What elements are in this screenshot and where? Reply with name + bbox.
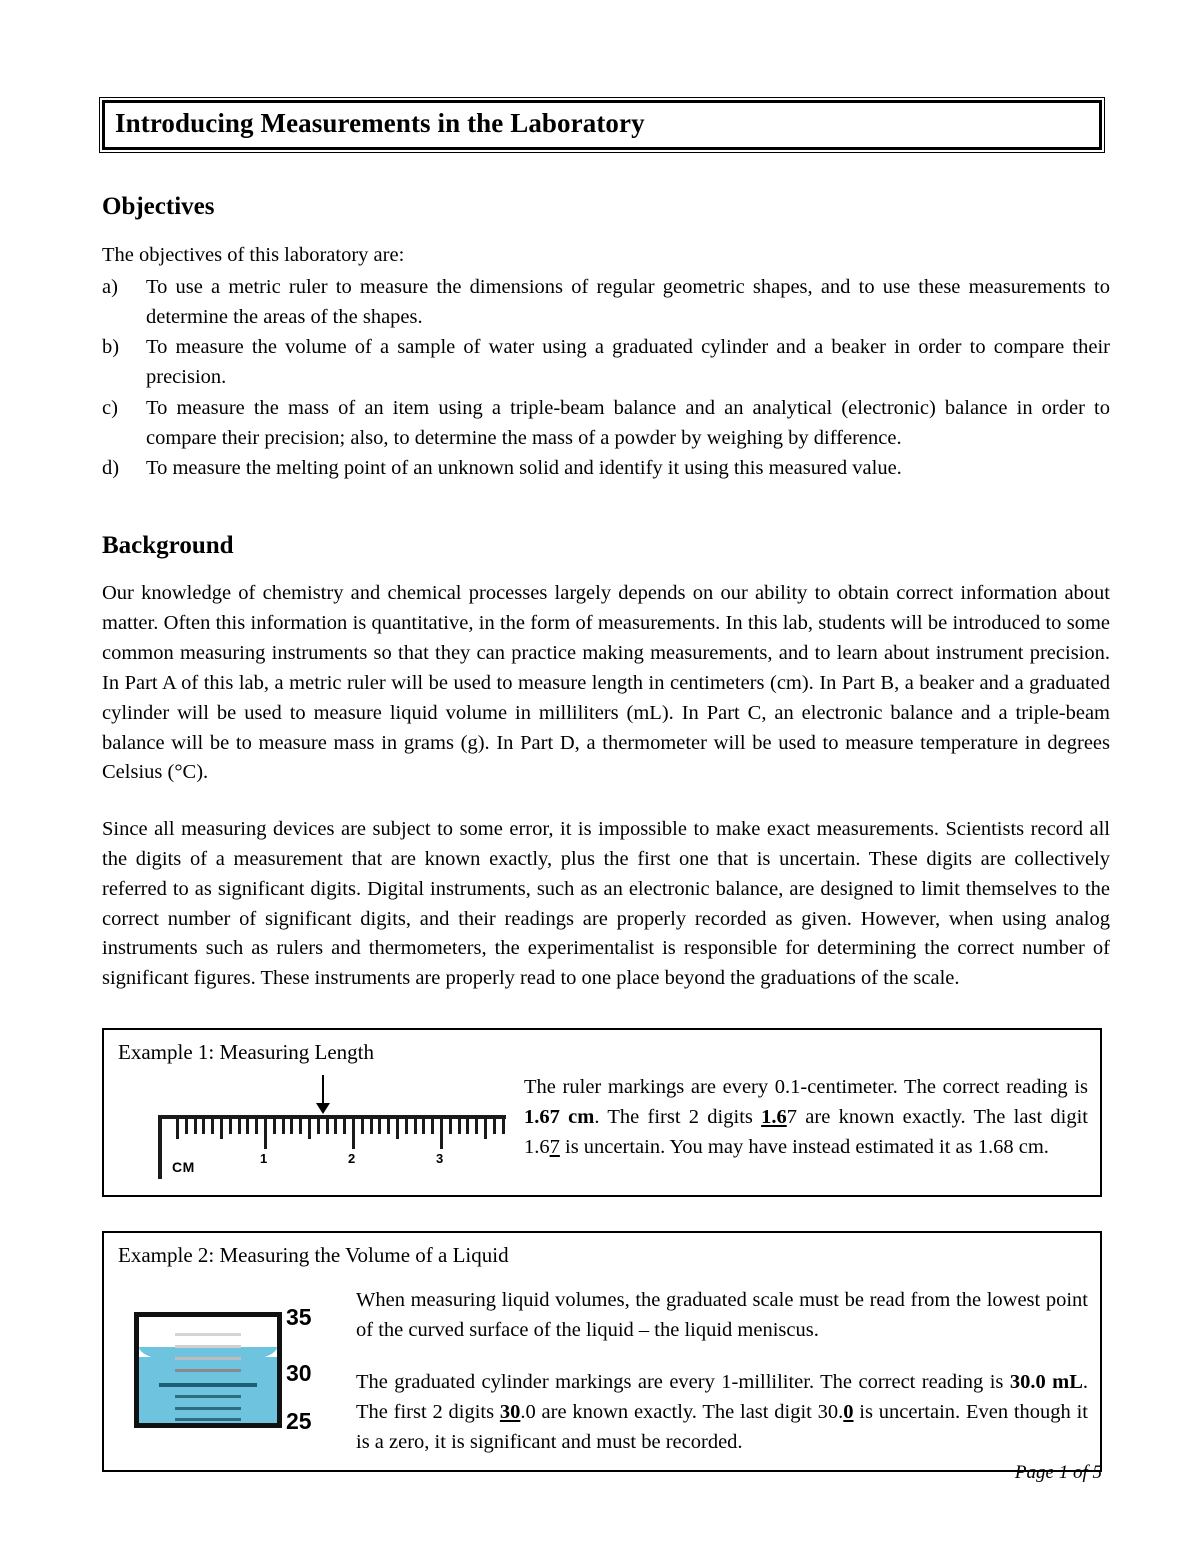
ex1-text-part-3: 7 are known exactly. The last digit 1.6: [524, 1106, 1088, 1159]
ruler-left-edge: [158, 1115, 162, 1179]
example-1-box: [102, 1028, 1102, 1197]
ex1-text-part-4: is uncertain. You may have instead estimated it as 1.68 cm.: [559, 1136, 1049, 1159]
cylinder-figure: [116, 1286, 348, 1434]
ruler-tick: [308, 1119, 311, 1139]
list-item-text: To measure the melting point of an unknown solid and identify it using this measured value.: [146, 457, 902, 480]
ruler-tick: [378, 1119, 381, 1134]
ruler-tick: [493, 1119, 496, 1134]
ruler-tick: [361, 1119, 364, 1134]
ruler-tick: [255, 1119, 258, 1134]
ex2-bold-reading: 30.0 mL: [1009, 1371, 1083, 1394]
list-item: [102, 273, 1110, 332]
ruler-tick: [475, 1119, 478, 1134]
ruler-unit-label: CM: [172, 1159, 195, 1176]
cylinder-scale-label-25: 25: [286, 1408, 312, 1435]
ex1-text-part-2: . The first 2 digits: [594, 1106, 762, 1129]
example-2-title: Example 2: Measuring the Volume of a Liquid: [118, 1243, 509, 1268]
ruler-tick: [290, 1119, 293, 1134]
cylinder-graduation-line: [175, 1357, 241, 1360]
ruler-tick: [185, 1119, 188, 1134]
ruler-tick: [396, 1119, 399, 1139]
page-footer: Page 1 of 5: [1014, 1462, 1102, 1483]
background-heading: Background: [102, 531, 234, 559]
ruler-tick: [343, 1119, 346, 1134]
example-1-description: [524, 1071, 1088, 1163]
ruler-tick-label: 3: [436, 1151, 444, 1167]
list-item-text: To measure the volume of a sample of water using a graduated cylinder and a beaker in order to compare their precision.: [146, 336, 1110, 389]
background-paragraph-2: Since all measuring devices are subject to some error, it is impossible to make exact measurements. Scientists record all the digits of a measurement that are known exactly, plus the first one that is uncertain. These digits are collectively referred to as significant digits. Digital instruments, such as an electronic balance, are designed to limit themselves to the correct number of significant digits, and their readings are properly recorded as given. However, when using analog instruments such as rulers and thermometers, the experimentalist is responsible for determining the correct number of significant figures. These instruments are properly read to one place beyond the graduations of the scale.: [102, 818, 1110, 990]
page-title: Introducing Measurements in the Laboratory: [115, 108, 645, 138]
ex1-bold-reading: 1.67 cm: [524, 1106, 595, 1129]
cylinder-graduation-line: [175, 1418, 241, 1421]
metric-ruler: [158, 1115, 506, 1179]
ex2-known-digits: 30: [499, 1401, 521, 1424]
ruler-tick: [370, 1119, 373, 1134]
ruler-tick: [194, 1119, 197, 1134]
objectives-list: [102, 273, 1110, 484]
ruler-tick: [326, 1119, 329, 1134]
ex2-uncertain-digit: 0: [843, 1401, 854, 1424]
background-paragraph-1: Our knowledge of chemistry and chemical processes largely depends on our ability to obtain correct information about matter. Often this information is quantitative, in the form of measurements. In this lab, students will be introduced to some common measuring instruments so that they can practice making measurements, and to learn about instrument precision. In Part A of this lab, a metric ruler will be used to measure length in centimeters (cm). In Part B, a beaker and a graduated cylinder will be used to measure liquid volume in milliliters (mL). In Part C, an electronic balance and a triple-beam balance will be to measure mass in grams (g). In Part D, a thermometer will be used to measure temperature in degrees Celsius (°C).: [102, 582, 1110, 784]
ruler-tick: [264, 1119, 267, 1149]
document-title-banner: [102, 100, 1102, 150]
ruler-tick: [229, 1119, 232, 1134]
list-item: [102, 333, 1110, 392]
ruler-tick: [458, 1119, 461, 1134]
list-item-marker: a): [102, 275, 118, 298]
graduated-cylinder-diagram: [134, 1298, 340, 1434]
ruler-tick: [238, 1119, 241, 1134]
ex2-text-part-2: . The first 2 digits: [356, 1371, 1088, 1424]
list-item-marker: d): [102, 457, 120, 480]
ruler-tick: [484, 1119, 487, 1139]
ruler-tick: [299, 1119, 302, 1134]
ex2-paragraph-2: [356, 1368, 1088, 1458]
cylinder-graduation-line: [175, 1395, 241, 1398]
cylinder-scale-label-30: 30: [286, 1360, 312, 1387]
ruler-tick: [387, 1119, 390, 1134]
ex2-text-part-3: .0 are known exactly. The last digit 30.: [520, 1401, 844, 1424]
ruler-tick: [202, 1119, 205, 1134]
ex2-text-part-4: is uncertain. Even though it is a zero, it is significant and must be recorded.: [356, 1401, 1088, 1454]
ruler-tick: [449, 1119, 452, 1134]
list-item-marker: c): [102, 396, 118, 419]
ex2-text-part-1: The graduated cylinder markings are every 1-milliliter. The correct reading is: [356, 1371, 1010, 1394]
ruler-diagram: [158, 1075, 518, 1183]
ruler-tick: [352, 1119, 355, 1149]
cylinder-vessel: [134, 1312, 282, 1428]
cylinder-graduation-line: [175, 1407, 241, 1410]
ex1-uncertain-digit: 7: [549, 1136, 560, 1159]
objectives-heading: Objectives: [102, 192, 215, 220]
cylinder-reading-line: [159, 1383, 257, 1387]
ex1-known-digits: 1.6: [761, 1106, 787, 1129]
list-item-text: To use a metric ruler to measure the dimensions of regular geometric shapes, and to use these measurements to determine the areas of the shapes.: [146, 275, 1110, 328]
ruler-tick: [431, 1119, 434, 1134]
ruler-tick: [422, 1119, 425, 1134]
ruler-tick: [466, 1119, 469, 1134]
ex2-paragraph-1: When measuring liquid volumes, the graduated scale must be read from the lowest point of the curved surface of the liquid – the liquid meniscus.: [356, 1289, 1088, 1342]
ruler-tick: [405, 1119, 408, 1134]
list-item-text: To measure the mass of an item using a triple-beam balance and an analytical (electronic) balance in order to compare their precision; also, to determine the mass of a powder by weighing by difference.: [146, 396, 1110, 449]
example-1-title: Example 1: Measuring Length: [118, 1040, 375, 1064]
ex1-text-part-1: The ruler markings are every 0.1-centimeter. The correct reading is: [524, 1076, 1088, 1099]
ruler-top-edge: [158, 1115, 506, 1119]
ruler-tick: [176, 1119, 179, 1139]
ruler-tick: [246, 1119, 249, 1134]
ruler-tick: [211, 1119, 214, 1134]
cylinder-graduation-line: [175, 1345, 241, 1348]
ruler-tick-label: 1: [260, 1151, 268, 1167]
liquid-body: [139, 1357, 277, 1423]
ruler-tick: [220, 1119, 223, 1139]
example-1-body: [116, 1071, 1088, 1183]
example-2-box: [102, 1231, 1102, 1472]
ruler-tick-label: 2: [348, 1151, 356, 1167]
measurement-arrow-icon: [322, 1075, 324, 1109]
list-item: [102, 454, 1110, 484]
list-item: [102, 394, 1110, 453]
cylinder-scale-label-35: 35: [286, 1304, 312, 1331]
cylinder-graduation-line: [175, 1369, 241, 1372]
ruler-tick: [334, 1119, 337, 1134]
objectives-lead: The objectives of this laboratory are:: [102, 244, 405, 267]
cylinder-graduation-line: [175, 1333, 241, 1336]
ruler-tick: [273, 1119, 276, 1134]
list-item-marker: b): [102, 336, 120, 359]
example-2-description: [348, 1286, 1088, 1458]
ruler-figure: [116, 1071, 524, 1183]
ruler-tick: [440, 1119, 443, 1149]
ruler-tick: [502, 1119, 505, 1134]
ruler-tick: [414, 1119, 417, 1134]
ruler-tick: [282, 1119, 285, 1134]
example-2-body: [116, 1286, 1088, 1458]
ruler-tick: [317, 1119, 320, 1134]
